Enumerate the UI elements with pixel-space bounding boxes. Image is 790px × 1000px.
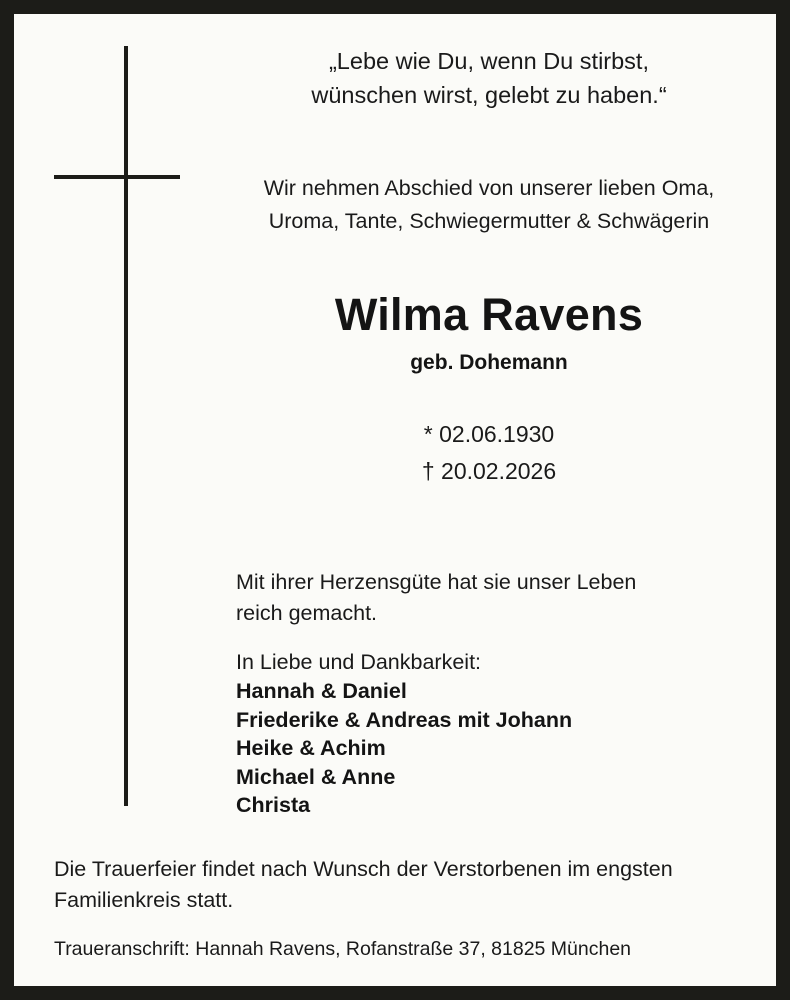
deceased-name: Wilma Ravens (334, 289, 644, 340)
cross-horizontal-bar (54, 175, 180, 179)
list-item: Christa (236, 793, 311, 817)
intro-block (189, 172, 789, 238)
list-item: Heike & Achim (236, 736, 386, 760)
memorial-message-line-2: reich gemacht. (236, 601, 378, 625)
memorial-message-line-1: Mit ihrer Herzensgüte hat sie unser Leben (236, 570, 637, 594)
birth-date: * 02.06.1930 (423, 421, 555, 447)
memorial-message (236, 567, 756, 629)
cross-vertical-bar (124, 46, 128, 806)
deceased-maiden-name: geb. Dohemann (410, 351, 568, 374)
quote-block (189, 44, 789, 112)
list-item: Michael & Anne (236, 764, 396, 789)
quote-line-1: „Lebe wie Du, wenn Du stirbst, (328, 48, 649, 74)
ceremony-note-line-1: Die Trauerfeier findet nach Wunsch der Verstorbenen im engsten (54, 857, 673, 881)
family-list (236, 677, 756, 820)
list-item: Hannah & Daniel (236, 679, 407, 703)
intro-line-1: Wir nehmen Abschied von unserer lieben Oma, (263, 176, 715, 200)
death-date: † 20.02.2026 (421, 458, 557, 484)
family-intro: In Liebe und Dankbarkeit: (236, 650, 482, 674)
intro-line-2: Uroma, Tante, Schwiegermutter & Schwägerin (268, 209, 710, 233)
mourning-address: Traueranschrift: Hannah Ravens, Rofanstraße 37, 81825 München (54, 938, 632, 960)
life-dates (189, 416, 789, 490)
ceremony-note-line-2: Familienkreis statt. (54, 888, 234, 912)
list-item: Friederike & Andreas mit Johann (236, 707, 573, 732)
cross-icon (54, 32, 184, 807)
obituary-inner (14, 14, 776, 986)
ceremony-note (54, 854, 744, 916)
quote-line-2: wünschen wirst, gelebt zu haben.“ (311, 82, 667, 108)
